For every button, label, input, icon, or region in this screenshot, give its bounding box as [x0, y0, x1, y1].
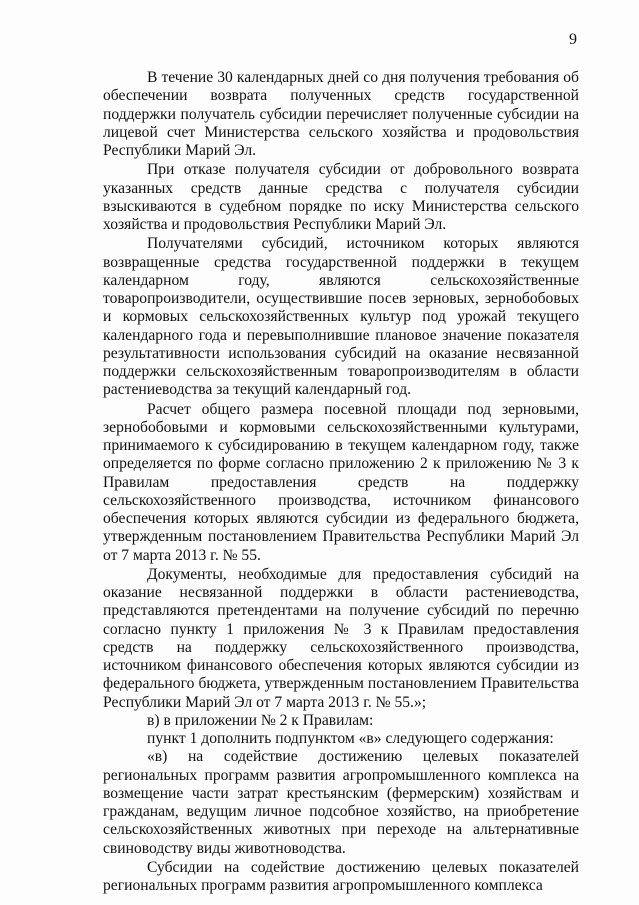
paragraph-subitem-v-text: «в) на содействие достижению целевых показателей региональных программ развития агропромышленного комплекса на возмещение части затрат крестьянским (фермерским) хозяйствам и гражданам, ведущим личное подсобное хозяйство, на приобретение сельскохозяйственных животных при переходе на альтернативные свиноводству виды животноводства.: [103, 748, 579, 857]
paragraph-subsidies-target-indicators: Субсидии на содействие достижению целевых показателей региональных программ развития агропромышленного комплекса: [103, 858, 579, 894]
paragraph-required-documents: Документы, необходимые для предоставления субсидий на оказание несвязанной поддержки в области растениеводства, представляются претендентами на получение субсидий по перечню согласно пункту 1 приложения № 3 к Правилам предоставления средств на поддержку сельскохозяйственного производства, источником финансового обеспечения которых являются субсидии из федерального бюджета, утвержденным постановлением Правительства Республики Марий Эл от 7 марта 2013 г. № 55.»;: [103, 565, 579, 711]
paragraph-appendix-2-amendment: в) в приложении № 2 к Правилам:: [147, 711, 374, 729]
paragraph-sown-area-calculation: Расчет общего размера посевной площади под зерновыми, зернобобовыми и кормовыми сельскохозяйственными культурами, принимаемого к субсидированию в текущем календарном году, также определяется по форме согласно приложению 2 к приложению № 3 к Правилам предоставления средств на поддержку сельскохозяйственного производства, источником финансового обеспечения которых являются субсидии из федерального бюджета, утвержденным постановлением Правительства Республики Марий Эл от 7 марта 2013 г. № 55.: [103, 400, 579, 564]
page-number: 9: [569, 31, 577, 48]
document-body: [103, 69, 579, 895]
paragraph-refusal-recovery: При отказе получателя субсидии от добровольного возврата указанных средств данные средства с получателя субсидии взыскиваются в судебном порядке по иску Министерства сельского хозяйства и продовольствия Республики Марий Эл.: [103, 161, 579, 233]
paragraph-subsidy-recipients: Получателями субсидий, источником которых являются возвращенные средства государственной поддержки в текущем календарном году, являются сельскохозяйственные товаропроизводители, осуществившие посев зерновых, зернобобовых и кормовых сельскохозяйственных культур под урожай текущего календарного года и перевыполнившие плановое значение показателя результативности использования субсидий на оказание несвязанной поддержки сельскохозяйственным товаропроизводителям в области растениеводства за текущий календарный год.: [103, 235, 579, 399]
paragraph-add-subitem-v: пункт 1 дополнить подпунктом «в» следующего содержания:: [147, 730, 554, 747]
paragraph-refund-deadline: В течение 30 календарных дней со дня получения требования об обеспечении возврата полученных средств государственной поддержки получатель субсидии перечисляет полученные субсидии на лицевой счет Министерства сельского хозяйства и продовольствия Республики Марий Эл.: [103, 69, 579, 159]
